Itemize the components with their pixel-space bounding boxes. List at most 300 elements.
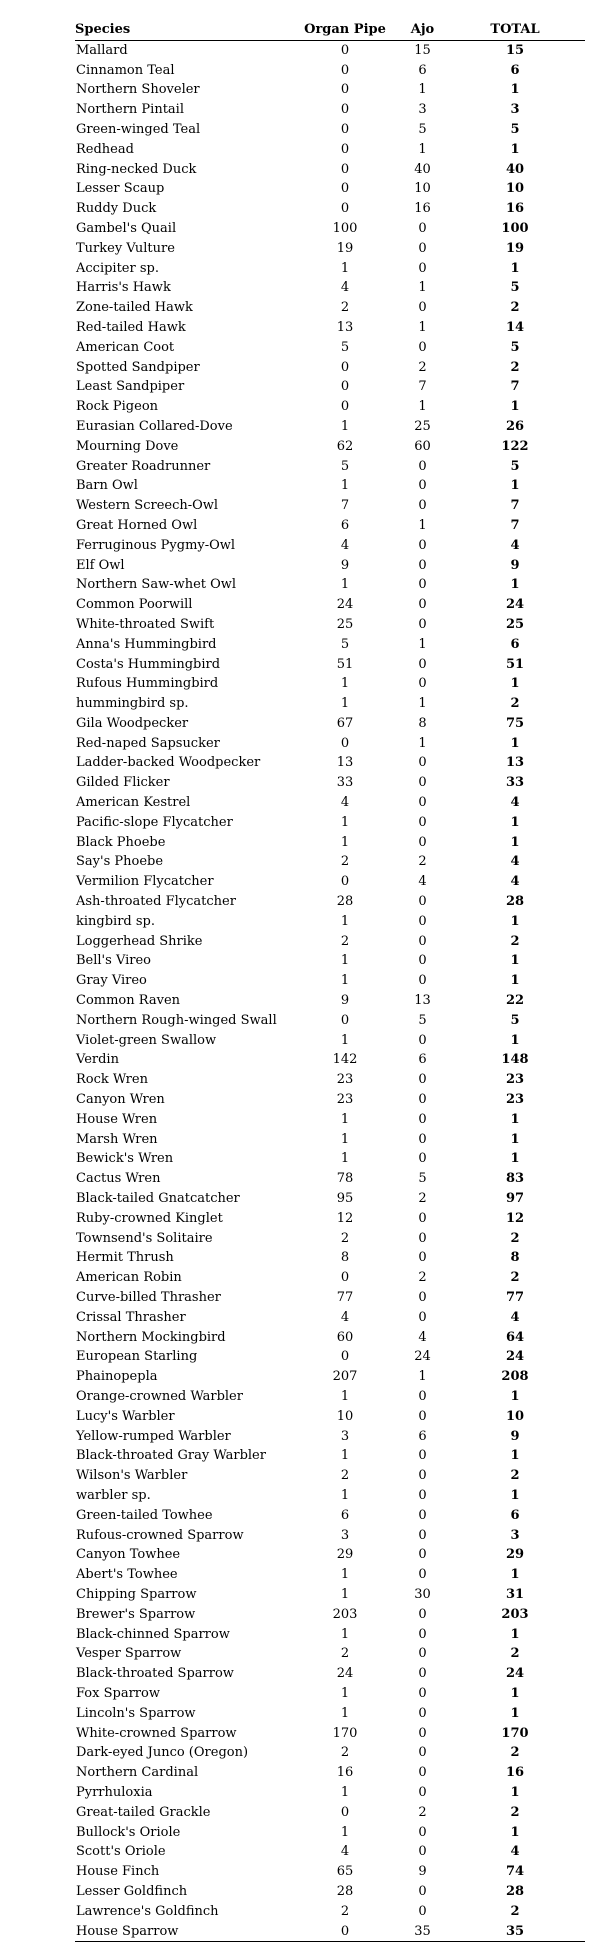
species-name-cell: European Starling — [76, 1349, 198, 1365]
ajo-count-cell: 0 — [418, 1131, 427, 1147]
table-row — [75, 437, 585, 457]
ajo-count-cell: 0 — [418, 458, 427, 474]
organ-pipe-count-cell: 0 — [340, 359, 350, 375]
organ-pipe-count-cell: 0 — [340, 1349, 350, 1365]
table-row — [75, 1743, 585, 1763]
total-count-cell: 5 — [510, 280, 520, 296]
total-count-cell: 10 — [505, 181, 525, 197]
organ-pipe-count-cell: 4 — [340, 795, 350, 811]
ajo-count-cell: 0 — [418, 1606, 427, 1622]
species-name-cell: Barn Owl — [76, 478, 138, 494]
species-name-cell: Gila Woodpecker — [76, 715, 189, 731]
ajo-count-cell: 2 — [418, 1270, 427, 1286]
total-count-cell: 1 — [510, 1567, 520, 1583]
species-name-cell: Bewick's Wren — [76, 1151, 174, 1167]
organ-pipe-count-cell: 6 — [340, 1507, 350, 1523]
table-row — [75, 417, 585, 437]
species-name-cell: Northern Rough-winged Swall — [76, 1012, 277, 1028]
organ-pipe-count-cell: 1 — [340, 1784, 350, 1800]
species-name-cell: Common Raven — [76, 993, 181, 1009]
table-row — [75, 80, 585, 100]
total-count-cell: 1 — [510, 814, 520, 830]
table-row — [75, 1407, 585, 1427]
table-row — [75, 793, 585, 813]
ajo-count-cell: 0 — [418, 1547, 427, 1563]
ajo-count-cell: 0 — [418, 1685, 427, 1701]
species-name-cell: Green-winged Teal — [76, 121, 201, 137]
table-row — [75, 1149, 585, 1169]
total-count-cell: 83 — [505, 1171, 525, 1187]
table-row — [75, 1842, 585, 1862]
total-count-cell: 10 — [505, 1408, 525, 1424]
table-row — [75, 575, 585, 595]
table-row — [75, 1011, 585, 1031]
ajo-count-cell: 1 — [418, 696, 427, 712]
table-row — [75, 556, 585, 576]
total-count-cell: 28 — [505, 894, 525, 910]
total-count-cell: 1 — [510, 676, 520, 692]
organ-pipe-count-cell: 203 — [332, 1606, 358, 1622]
table-row — [75, 1823, 585, 1843]
table-row — [75, 1644, 585, 1664]
ajo-count-cell: 1 — [418, 735, 427, 751]
ajo-count-cell: 1 — [418, 280, 427, 296]
species-name-cell: Loggerhead Shrike — [76, 933, 203, 949]
species-name-cell: Spotted Sandpiper — [76, 359, 200, 375]
species-name-cell: Canyon Towhee — [76, 1547, 181, 1563]
species-name-cell: Northern Saw-whet Owl — [76, 577, 237, 593]
organ-pipe-count-cell: 1 — [340, 1388, 350, 1404]
species-name-cell: House Sparrow — [75, 1922, 290, 1942]
organ-pipe-count-cell: 12 — [336, 1210, 354, 1226]
ajo-count-cell: 6 — [418, 1052, 427, 1068]
organ-pipe-count-cell: 77 — [336, 1290, 354, 1305]
table-row — [75, 160, 585, 180]
ajo-count-cell: 0 — [418, 1092, 427, 1108]
table-row — [75, 1565, 585, 1585]
species-name-cell: Common Poorwill — [76, 597, 193, 613]
table-row — [75, 536, 585, 556]
table-row — [75, 1328, 585, 1348]
table-row — [75, 358, 585, 378]
table-row — [75, 1704, 585, 1724]
total-count-cell: 5 — [510, 458, 520, 474]
organ-pipe-count-cell: 10 — [336, 1408, 354, 1424]
species-name-cell: Red-naped Sapsucker — [76, 735, 220, 751]
species-name-cell: Black Phoebe — [76, 834, 166, 850]
ajo-count-cell: 1 — [418, 141, 427, 157]
table-row — [75, 1902, 585, 1922]
total-count-cell: 1 — [510, 953, 520, 969]
species-name-cell: Abert's Towhee — [76, 1567, 178, 1583]
total-count-cell: 2 — [510, 1646, 520, 1662]
species-name-cell: Western Screech-Owl — [76, 498, 219, 514]
organ-pipe-count-cell: 3 — [340, 1527, 350, 1543]
organ-pipe-count-cell: 1 — [340, 577, 350, 593]
organ-pipe-count-cell: 28 — [336, 894, 354, 910]
ajo-count-cell: 0 — [418, 933, 427, 949]
species-name-cell: Lawrence's Goldfinch — [76, 1903, 219, 1919]
table-row — [75, 1268, 585, 1288]
ajo-count-cell: 0 — [418, 1725, 427, 1741]
organ-pipe-count-cell: 142 — [332, 1052, 358, 1068]
organ-pipe-count-cell: 62 — [336, 438, 354, 454]
total-count-cell: 208 — [501, 1369, 529, 1385]
species-name-cell: House Wren — [76, 1111, 158, 1127]
total-count-cell: 170 — [501, 1725, 529, 1741]
ajo-count-cell: 0 — [418, 1290, 427, 1305]
species-name-cell: Verdin — [76, 1052, 119, 1068]
table-row — [75, 259, 585, 279]
table-row — [75, 1466, 585, 1486]
organ-pipe-count-cell: 13 — [336, 319, 354, 335]
species-count-table — [75, 20, 585, 1942]
table-row — [75, 1684, 585, 1704]
species-name-cell: Curve-billed Thrasher — [76, 1290, 221, 1305]
total-count-cell: 100 — [501, 220, 529, 236]
organ-pipe-count-cell: 4 — [340, 280, 350, 296]
total-count-cell: 1 — [510, 141, 520, 157]
total-count-cell: 35 — [445, 1922, 585, 1942]
total-count-cell: 1 — [510, 1626, 520, 1642]
species-name-cell: Greater Roadrunner — [76, 458, 211, 474]
table-row — [75, 912, 585, 932]
species-name-cell: Ferruginous Pygmy-Owl — [76, 537, 236, 553]
total-count-cell: 1 — [510, 82, 520, 98]
species-name-cell: Black-throated Sparrow — [76, 1666, 234, 1682]
species-name-cell: Anna's Hummingbird — [76, 636, 217, 652]
organ-pipe-count-cell: 2 — [340, 1468, 350, 1484]
table-row — [75, 239, 585, 259]
organ-pipe-count-cell: 1 — [340, 973, 350, 989]
species-name-cell: Phainopepla — [76, 1369, 158, 1385]
species-name-cell: Mallard — [76, 42, 128, 58]
table-row — [75, 1724, 585, 1744]
total-count-cell: 6 — [510, 62, 520, 78]
organ-pipe-count-cell: 9 — [340, 993, 350, 1009]
species-name-cell: Elf Owl — [76, 557, 125, 573]
total-count-cell: 122 — [501, 438, 529, 454]
table-row — [75, 1783, 585, 1803]
ajo-count-cell: 0 — [418, 676, 427, 692]
species-name-cell: Lesser Goldfinch — [76, 1883, 188, 1899]
ajo-count-cell: 0 — [418, 1765, 427, 1781]
table-row — [75, 655, 585, 675]
organ-pipe-count-cell: 1 — [340, 1586, 350, 1602]
ajo-count-cell: 0 — [418, 1210, 427, 1226]
species-name-cell: Gilded Flicker — [76, 775, 170, 791]
ajo-count-cell: 0 — [418, 1487, 427, 1503]
organ-pipe-count-cell: 0 — [340, 1804, 350, 1820]
total-count-cell: 24 — [505, 597, 525, 613]
table-row — [75, 1130, 585, 1150]
ajo-count-cell: 25 — [414, 418, 431, 434]
table-row — [75, 1862, 585, 1882]
total-count-cell: 4 — [510, 537, 520, 553]
total-count-cell: 1 — [510, 478, 520, 494]
organ-pipe-count-cell: 1 — [340, 1567, 350, 1583]
table-row — [75, 457, 585, 477]
table-row — [75, 476, 585, 496]
organ-pipe-count-cell: 0 — [340, 1012, 350, 1028]
total-count-cell: 1 — [510, 1685, 520, 1701]
table-row — [75, 635, 585, 655]
organ-pipe-count-cell: 2 — [340, 1230, 350, 1246]
total-count-cell: 1 — [510, 1032, 520, 1048]
organ-pipe-count-cell: 1 — [340, 1487, 350, 1503]
organ-pipe-count-cell: 5 — [340, 339, 350, 355]
total-count-cell: 1 — [510, 1448, 520, 1464]
species-name-cell: Harris's Hawk — [76, 280, 171, 296]
table-row — [75, 1625, 585, 1645]
ajo-count-cell: 0 — [418, 1250, 427, 1266]
organ-pipe-count-cell: 2 — [340, 1646, 350, 1662]
species-name-cell: Bullock's Oriole — [76, 1824, 181, 1840]
organ-pipe-count-cell: 6 — [340, 517, 350, 533]
organ-pipe-count-cell: 3 — [340, 1428, 350, 1444]
table-row — [75, 892, 585, 912]
species-name-cell: Rock Wren — [76, 1072, 148, 1088]
table-row — [75, 813, 585, 833]
table-row — [75, 1922, 585, 1942]
table-row — [75, 1288, 585, 1308]
species-name-cell: Canyon Wren — [76, 1092, 165, 1108]
organ-pipe-count-cell: 2 — [340, 1745, 350, 1761]
table-row — [75, 1526, 585, 1546]
total-count-cell: 5 — [510, 1012, 520, 1028]
organ-pipe-count-cell: 1 — [340, 1448, 350, 1464]
species-name-cell: Rock Pigeon — [76, 399, 159, 415]
species-name-cell: Black-throated Gray Warbler — [76, 1448, 266, 1464]
species-name-cell: Townsend's Solitaire — [76, 1230, 213, 1246]
ajo-count-cell: 0 — [418, 1230, 427, 1246]
species-name-cell: Black-tailed Gnatcatcher — [76, 1191, 240, 1207]
species-name-cell: Bell's Vireo — [76, 953, 151, 969]
ajo-count-cell: 0 — [418, 755, 427, 771]
ajo-count-cell: 1 — [418, 636, 427, 652]
ajo-count-cell: 0 — [418, 577, 427, 593]
ajo-count-cell: 24 — [414, 1349, 431, 1365]
species-name-cell: Eurasian Collared-Dove — [76, 418, 233, 434]
bird-count-sheet — [75, 20, 585, 1942]
total-count-cell: 1 — [510, 577, 520, 593]
total-count-cell: 1 — [510, 1784, 520, 1800]
ajo-count-cell: 40 — [414, 161, 431, 177]
species-name-cell: House Finch — [76, 1864, 160, 1880]
table-row — [75, 1070, 585, 1090]
organ-pipe-count-cell: 23 — [336, 1072, 354, 1088]
total-count-cell: 19 — [505, 240, 525, 256]
organ-pipe-count-cell: 5 — [340, 458, 350, 474]
table-row — [75, 615, 585, 635]
table-row — [75, 496, 585, 516]
ajo-count-cell: 4 — [418, 874, 427, 890]
table-row — [75, 773, 585, 793]
organ-pipe-count-cell: 1 — [340, 676, 350, 692]
ajo-count-cell: 1 — [418, 399, 427, 415]
total-count-cell: 2 — [510, 1230, 520, 1246]
organ-pipe-count-cell: 0 — [340, 181, 350, 197]
species-name-cell: Cactus Wren — [76, 1171, 161, 1187]
ajo-count-cell: 0 — [418, 260, 427, 276]
total-count-cell: 23 — [505, 1072, 525, 1088]
organ-pipe-count-cell: 1 — [340, 1111, 350, 1127]
species-name-cell: Northern Pintail — [76, 102, 184, 118]
total-count-cell: 2 — [510, 300, 520, 316]
total-count-cell: 26 — [505, 418, 525, 434]
total-count-cell: 22 — [505, 993, 525, 1009]
species-name-cell: Marsh Wren — [76, 1131, 158, 1147]
table-row — [75, 1803, 585, 1823]
ajo-count-cell: 10 — [414, 181, 431, 197]
species-name-cell: Brewer's Sparrow — [76, 1606, 196, 1622]
species-name-cell: Black-chinned Sparrow — [76, 1626, 230, 1642]
ajo-count-cell: 1 — [418, 1369, 427, 1385]
table-row — [75, 1367, 585, 1387]
table-row — [75, 1189, 585, 1209]
table-row — [75, 140, 585, 160]
total-count-cell: 74 — [505, 1864, 525, 1880]
species-name-cell: Violet-green Swallow — [76, 1032, 217, 1048]
ajo-count-cell: 0 — [418, 1824, 427, 1840]
species-name-cell: Ring-necked Duck — [76, 161, 197, 177]
ajo-count-cell: 0 — [418, 1844, 427, 1860]
ajo-count-cell: 0 — [418, 498, 427, 514]
total-count-cell: 51 — [505, 656, 525, 672]
species-name-cell: Zone-tailed Hawk — [76, 300, 193, 316]
total-count-cell: 24 — [505, 1349, 525, 1365]
species-name-cell: Red-tailed Hawk — [76, 319, 186, 335]
organ-pipe-count-cell: 1 — [340, 1032, 350, 1048]
species-name-cell: Hermit Thrush — [76, 1250, 174, 1266]
total-count-cell: 2 — [510, 696, 520, 712]
ajo-count-cell: 2 — [418, 1804, 427, 1820]
total-count-cell: 97 — [505, 1191, 525, 1207]
ajo-count-cell: 6 — [418, 1428, 427, 1444]
species-name-cell: Fox Sparrow — [76, 1685, 160, 1701]
ajo-count-cell: 0 — [418, 1448, 427, 1464]
total-count-cell: 4 — [510, 1844, 520, 1860]
species-name-cell: Ladder-backed Woodpecker — [76, 755, 261, 771]
organ-pipe-count-cell: 60 — [336, 1329, 354, 1345]
species-name-cell: Ruby-crowned Kinglet — [76, 1210, 223, 1226]
ajo-count-cell: 0 — [418, 1646, 427, 1662]
table-row — [75, 318, 585, 338]
ajo-count-cell: 0 — [418, 339, 427, 355]
ajo-count-cell: 9 — [418, 1864, 427, 1880]
table-body — [75, 40, 585, 1942]
total-count-cell: 2 — [510, 1270, 520, 1286]
species-name-cell: warbler sp. — [76, 1487, 151, 1503]
species-name-cell: Dark-eyed Junco (Oregon) — [76, 1745, 249, 1761]
organ-pipe-count-cell: 0 — [340, 42, 350, 58]
ajo-count-cell: 1 — [418, 517, 427, 533]
species-name-cell: Scott's Oriole — [76, 1844, 166, 1860]
organ-pipe-count-cell: 0 — [340, 121, 350, 137]
species-name-cell: Crissal Thrasher — [76, 1309, 186, 1325]
organ-pipe-count-cell: 0 — [340, 399, 350, 415]
species-name-cell: Northern Mockingbird — [76, 1329, 226, 1345]
species-name-cell: Chipping Sparrow — [76, 1586, 197, 1602]
ajo-count-cell: 0 — [418, 240, 427, 256]
organ-pipe-count-cell: 29 — [336, 1547, 354, 1563]
table-row — [75, 833, 585, 853]
ajo-count-cell: 0 — [418, 953, 427, 969]
organ-pipe-count-cell: 1 — [340, 913, 350, 929]
organ-pipe-count-cell: 4 — [340, 1844, 350, 1860]
ajo-count-cell: 0 — [418, 300, 427, 316]
total-count-cell: 5 — [510, 121, 520, 137]
species-name-cell: Yellow-rumped Warbler — [76, 1428, 231, 1444]
species-name-cell: Costa's Hummingbird — [76, 656, 221, 672]
table-header — [75, 20, 585, 40]
total-count-cell: 2 — [510, 1468, 520, 1484]
species-name-cell: Say's Phoebe — [76, 854, 164, 870]
ajo-count-cell: 2 — [418, 359, 427, 375]
species-column-header: Species — [75, 20, 290, 40]
organ-pipe-count-cell: 1 — [340, 1824, 350, 1840]
total-count-cell: 4 — [510, 854, 520, 870]
organ-pipe-column-header: Organ Pipe — [290, 20, 400, 40]
total-count-cell: 1 — [510, 1388, 520, 1404]
table-row — [75, 298, 585, 318]
total-count-cell: 7 — [510, 517, 520, 533]
total-count-cell: 1 — [510, 1151, 520, 1167]
organ-pipe-count-cell: 9 — [340, 557, 350, 573]
table-row — [75, 199, 585, 219]
organ-pipe-count-cell: 5 — [340, 636, 350, 652]
table-row — [75, 1248, 585, 1268]
table-row — [75, 932, 585, 952]
organ-pipe-count-cell: 28 — [336, 1883, 354, 1899]
organ-pipe-count-cell: 1 — [340, 814, 350, 830]
ajo-count-cell: 0 — [418, 1903, 427, 1919]
total-count-cell: 148 — [501, 1052, 529, 1068]
species-name-cell: Northern Shoveler — [76, 82, 200, 98]
table-row — [75, 1605, 585, 1625]
organ-pipe-count-cell: 2 — [340, 1903, 350, 1919]
total-count-cell: 31 — [505, 1586, 525, 1602]
organ-pipe-count-cell: 0 — [340, 735, 350, 751]
total-count-cell: 64 — [505, 1329, 525, 1345]
organ-pipe-count-cell: 1 — [340, 260, 350, 276]
table-row — [75, 1506, 585, 1526]
ajo-count-cell: 0 — [418, 834, 427, 850]
total-count-cell: 40 — [505, 161, 525, 177]
total-count-cell: 23 — [505, 1092, 525, 1108]
total-count-cell: 7 — [510, 498, 520, 514]
table-row — [75, 753, 585, 773]
ajo-count-cell: 0 — [418, 795, 427, 811]
total-count-cell: 14 — [505, 319, 525, 335]
species-name-cell: American Robin — [76, 1270, 182, 1286]
ajo-count-cell: 0 — [418, 1388, 427, 1404]
ajo-count-cell: 16 — [414, 201, 431, 217]
ajo-count-cell: 0 — [418, 1032, 427, 1048]
table-row — [75, 219, 585, 239]
ajo-count-cell: 13 — [414, 993, 431, 1009]
table-row — [75, 1347, 585, 1367]
ajo-count-cell: 8 — [418, 715, 427, 731]
total-count-cell: 16 — [505, 1765, 525, 1781]
table-row — [75, 1169, 585, 1189]
total-count-cell: 2 — [510, 933, 520, 949]
table-row — [75, 40, 585, 60]
total-count-cell: 1 — [510, 260, 520, 276]
organ-pipe-count-cell: 1 — [340, 696, 350, 712]
total-count-cell: 28 — [505, 1883, 525, 1899]
table-row — [75, 951, 585, 971]
